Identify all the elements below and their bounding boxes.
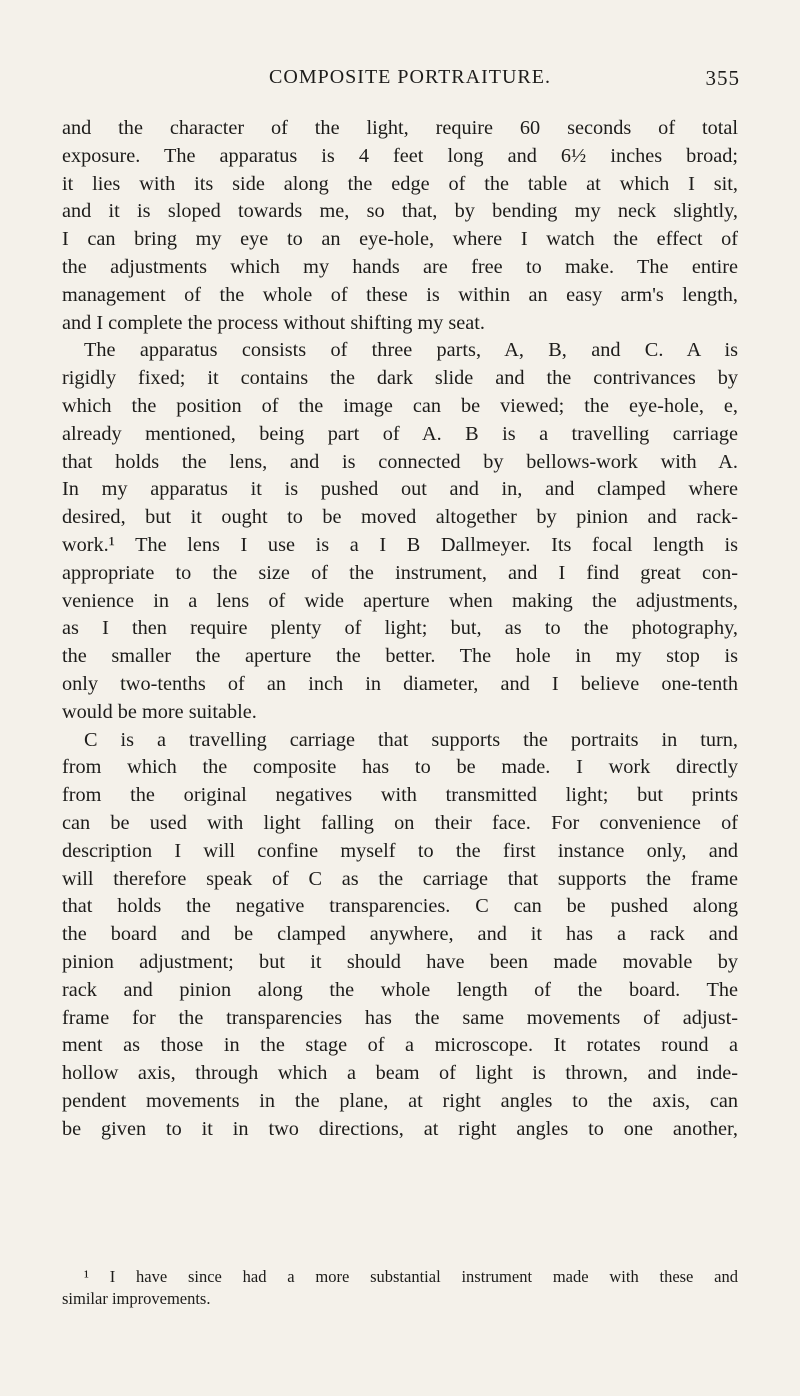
- text-line: would be more suitable.: [62, 700, 257, 723]
- text-line: appropriate to the size of the instrument, and I find great con-: [62, 561, 738, 584]
- text-line: will therefore speak of C as the carriage that supports the frame: [62, 867, 738, 890]
- text-line: pendent movements in the plane, at right angles to the axis, can: [62, 1089, 738, 1112]
- text-line: from which the composite has to be made. I work directly: [62, 756, 738, 779]
- text-line: hollow axis, through which a beam of light is thrown, and inde-: [62, 1062, 738, 1085]
- text-line: and the character of the light, require 60 seconds of total: [62, 117, 738, 139]
- text-line: and it is sloped towards me, so that, by bending my neck slightly,: [62, 200, 738, 223]
- text-line: already mentioned, being part of A. B is a travelling carriage: [62, 422, 738, 445]
- text-line: the smaller the aperture the better. The hole in my stop is: [62, 645, 738, 668]
- text-line: which the position of the image can be viewed; the eye-hole, e,: [62, 394, 738, 417]
- text-line: and I complete the process without shifting my seat.: [62, 311, 485, 334]
- text-line: description I will confine myself to the first instance only, and: [62, 839, 738, 862]
- text-line: be given to it in two directions, at right angles to one another,: [62, 1117, 738, 1140]
- text-line: pinion adjustment; but it should have been made movable by: [62, 950, 738, 973]
- text-line: it lies with its side along the edge of the table at which I sit,: [62, 172, 738, 195]
- text-line: C is a travelling carriage that supports the portraits in turn,: [84, 728, 738, 751]
- footnote: [62, 1266, 738, 1310]
- text-line: the board and be clamped anywhere, and it has a rack and: [62, 923, 738, 946]
- text-line: frame for the transparencies has the same movements of adjust-: [62, 1006, 738, 1029]
- text-line: from the original negatives with transmitted light; but prints: [62, 784, 738, 807]
- text-line: desired, but it ought to be moved altogether by pinion and rack-: [62, 506, 738, 529]
- text-line: that holds the lens, and is connected by bellows-work with A.: [62, 450, 738, 473]
- text-line: the adjustments which my hands are free to make. The entire: [62, 255, 738, 278]
- body-text: [62, 115, 738, 1143]
- text-line: venience in a lens of wide aperture when making the adjustments,: [62, 589, 738, 612]
- text-line: ment as those in the stage of a microscope. It rotates round a: [62, 1034, 738, 1057]
- text-line: that holds the negative transparencies. C can be pushed along: [62, 895, 738, 918]
- text-line: rigidly fixed; it contains the dark slide and the contrivances by: [62, 367, 738, 390]
- text-line: can be used with light falling on their face. For convenience of: [62, 811, 738, 834]
- running-head: [80, 66, 740, 96]
- text-line: work.¹ The lens I use is a I B Dallmeyer. Its focal length is: [62, 533, 738, 556]
- footnote-line: ¹ I have since had a more substantial instrument made with these and: [84, 1267, 738, 1286]
- text-line: as I then require plenty of light; but, as to the photography,: [62, 617, 738, 640]
- text-line: rack and pinion along the whole length of the board. The: [62, 978, 738, 1001]
- text-line: management of the whole of these is within an easy arm's length,: [62, 283, 738, 306]
- text-line: In my apparatus it is pushed out and in, and clamped where: [62, 478, 738, 501]
- page-number: 355: [705, 66, 740, 90]
- running-title: COMPOSITE PORTRAITURE.: [269, 66, 551, 88]
- text-line: only two-tenths of an inch in diameter, and I believe one-tenth: [62, 672, 738, 695]
- text-line: exposure. The apparatus is 4 feet long and 6½ inches broad;: [62, 144, 738, 167]
- text-line: The apparatus consists of three parts, A, B, and C. A is: [84, 339, 738, 362]
- text-line: I can bring my eye to an eye-hole, where I watch the effect of: [62, 228, 738, 251]
- footnote-line: similar improvements.: [62, 1289, 211, 1308]
